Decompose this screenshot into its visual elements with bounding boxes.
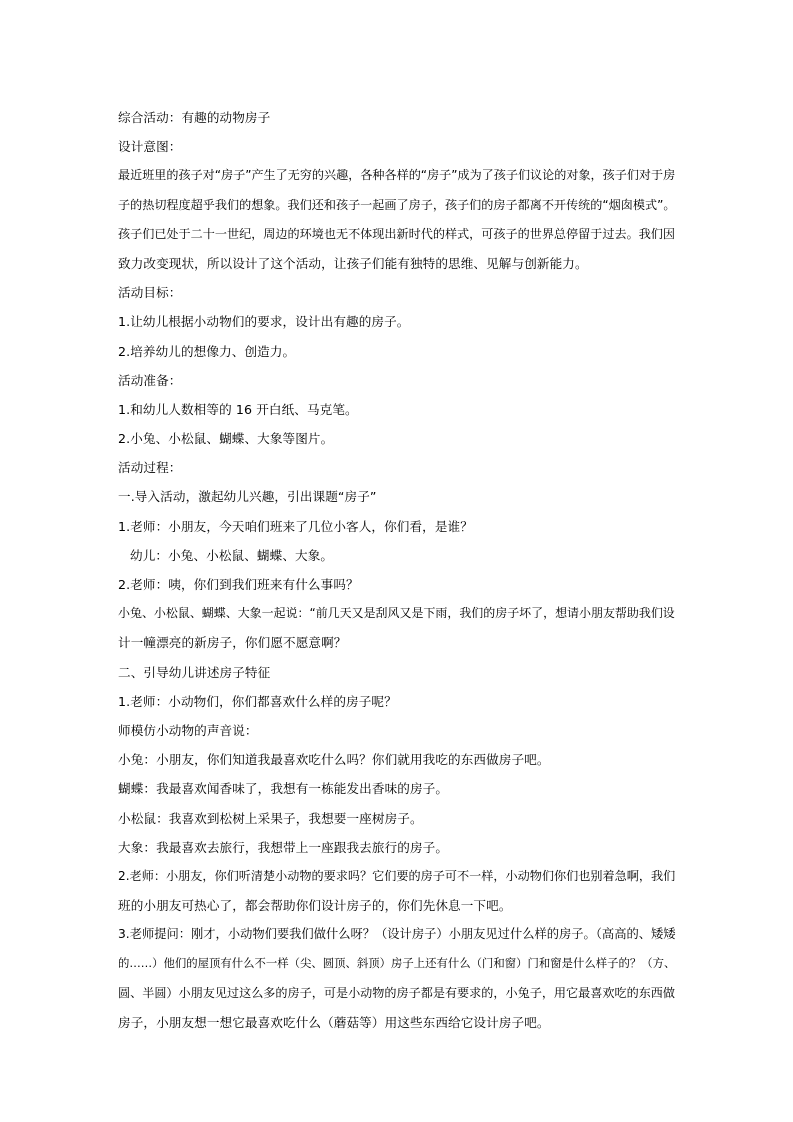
process-line: 1.老师：小朋友，今天咱们班来了几位小客人，你们看，是谁？ — [118, 518, 473, 534]
process-line: 房子，小朋友想一想它最喜欢吃什么（蘑菇等）用这些东西给它设计房子吧。 — [118, 1014, 550, 1030]
process-line: 圆、半圆）小朋友见过这么多的房子，可是小动物的房子都是有要求的，小兔子，用它最喜欢吃的东西做 — [118, 985, 676, 1000]
process-line: 的……）他们的屋顶有什么不一样（尖、圆顶、斜顶）房子上还有什么（门和窗）门和窗是什么样子的？（方、 — [118, 956, 676, 971]
process-line: 小兔、小松鼠、蝴蝶、大象一起说：“前几天又是刮风又是下雨，我们的房子坏了，想请小朋友帮助我们设 — [118, 606, 675, 621]
prep-heading: 活动准备： — [118, 372, 182, 388]
paragraph-line: 致力改变现状，所以设计了这个活动，让孩子们能有独特的思维、见解与创新能力。 — [118, 255, 588, 271]
process-line: 2.老师：小朋友，你们听清楚小动物的要求吗？它们要的房子可不一样，小动物们你们也别着急啊，我们 — [118, 868, 676, 883]
prep-item: 1.和幼儿人数相等的 16 开白纸、马克笔。 — [118, 401, 358, 417]
design-intent-heading: 设计意图： — [118, 139, 182, 155]
process-line: 2.老师：咦，你们到我们班来有什么事吗？ — [118, 577, 359, 592]
section-heading: 二、引导幼儿讲述房子特征 — [118, 664, 271, 680]
prep-item: 2.小兔、小松鼠、蝴蝶、大象等图片。 — [118, 431, 334, 447]
process-line: 大象：我最喜欢去旅行，我想带上一座跟我去旅行的房子。 — [118, 839, 449, 855]
document-title: 综合活动：有趣的动物房子 — [118, 110, 271, 125]
goal-item: 1.让幼儿根据小动物们的要求，设计出有趣的房子。 — [118, 314, 410, 330]
process-heading: 活动过程： — [118, 460, 182, 476]
paragraph-line: 孩子们已处于二十一世纪，周边的环境也无不体现出新时代的样式，可孩子的世界总停留于过去。我们因 — [118, 226, 676, 241]
section-heading: 一.导入活动，激起幼儿兴趣，引出课题“房子” — [118, 489, 377, 505]
process-line: 1.老师：小动物们，你们都喜欢什么样的房子呢？ — [118, 693, 397, 709]
process-line: 计一幢漂亮的新房子，你们愿不愿意啊？ — [118, 635, 347, 651]
process-line: 班的小朋友可热心了，都会帮助你们设计房子的，你们先休息一下吧。 — [118, 898, 512, 914]
process-line: 师模仿小动物的声音说： — [118, 722, 258, 738]
process-line: 小兔：小朋友，你们知道我最喜欢吃什么吗？你们就用我吃的东西做房子吧。 — [118, 752, 550, 768]
process-line: 3.老师提问：刚才，小动物们要我们做什么呀？（设计房子）小朋友见过什么样的房子。（高高的、矮矮 — [118, 927, 676, 942]
goal-item: 2.培养幼儿的想像力、创造力。 — [118, 343, 296, 359]
goals-heading: 活动目标： — [118, 285, 182, 301]
process-line: 蝴蝶：我最喜欢闻香味了，我想有一栋能发出香味的房子。 — [118, 781, 449, 797]
process-line: 小松鼠：我喜欢到松树上采果子，我想要一座树房子。 — [118, 810, 423, 826]
document-page — [118, 103, 680, 1037]
paragraph-line: 最近班里的孩子对“房子”产生了无穷的兴趣，各种各样的“房子”成为了孩子们议论的对象，孩子们对于房 — [118, 168, 676, 183]
paragraph-line: 子的热切程度超乎我们的想象。我们还和孩子一起画了房子，孩子们的房子都离不开传统的“烟囱模式”。 — [118, 197, 676, 212]
process-line: 幼儿：小兔、小松鼠、蝴蝶、大象。 — [130, 547, 334, 563]
